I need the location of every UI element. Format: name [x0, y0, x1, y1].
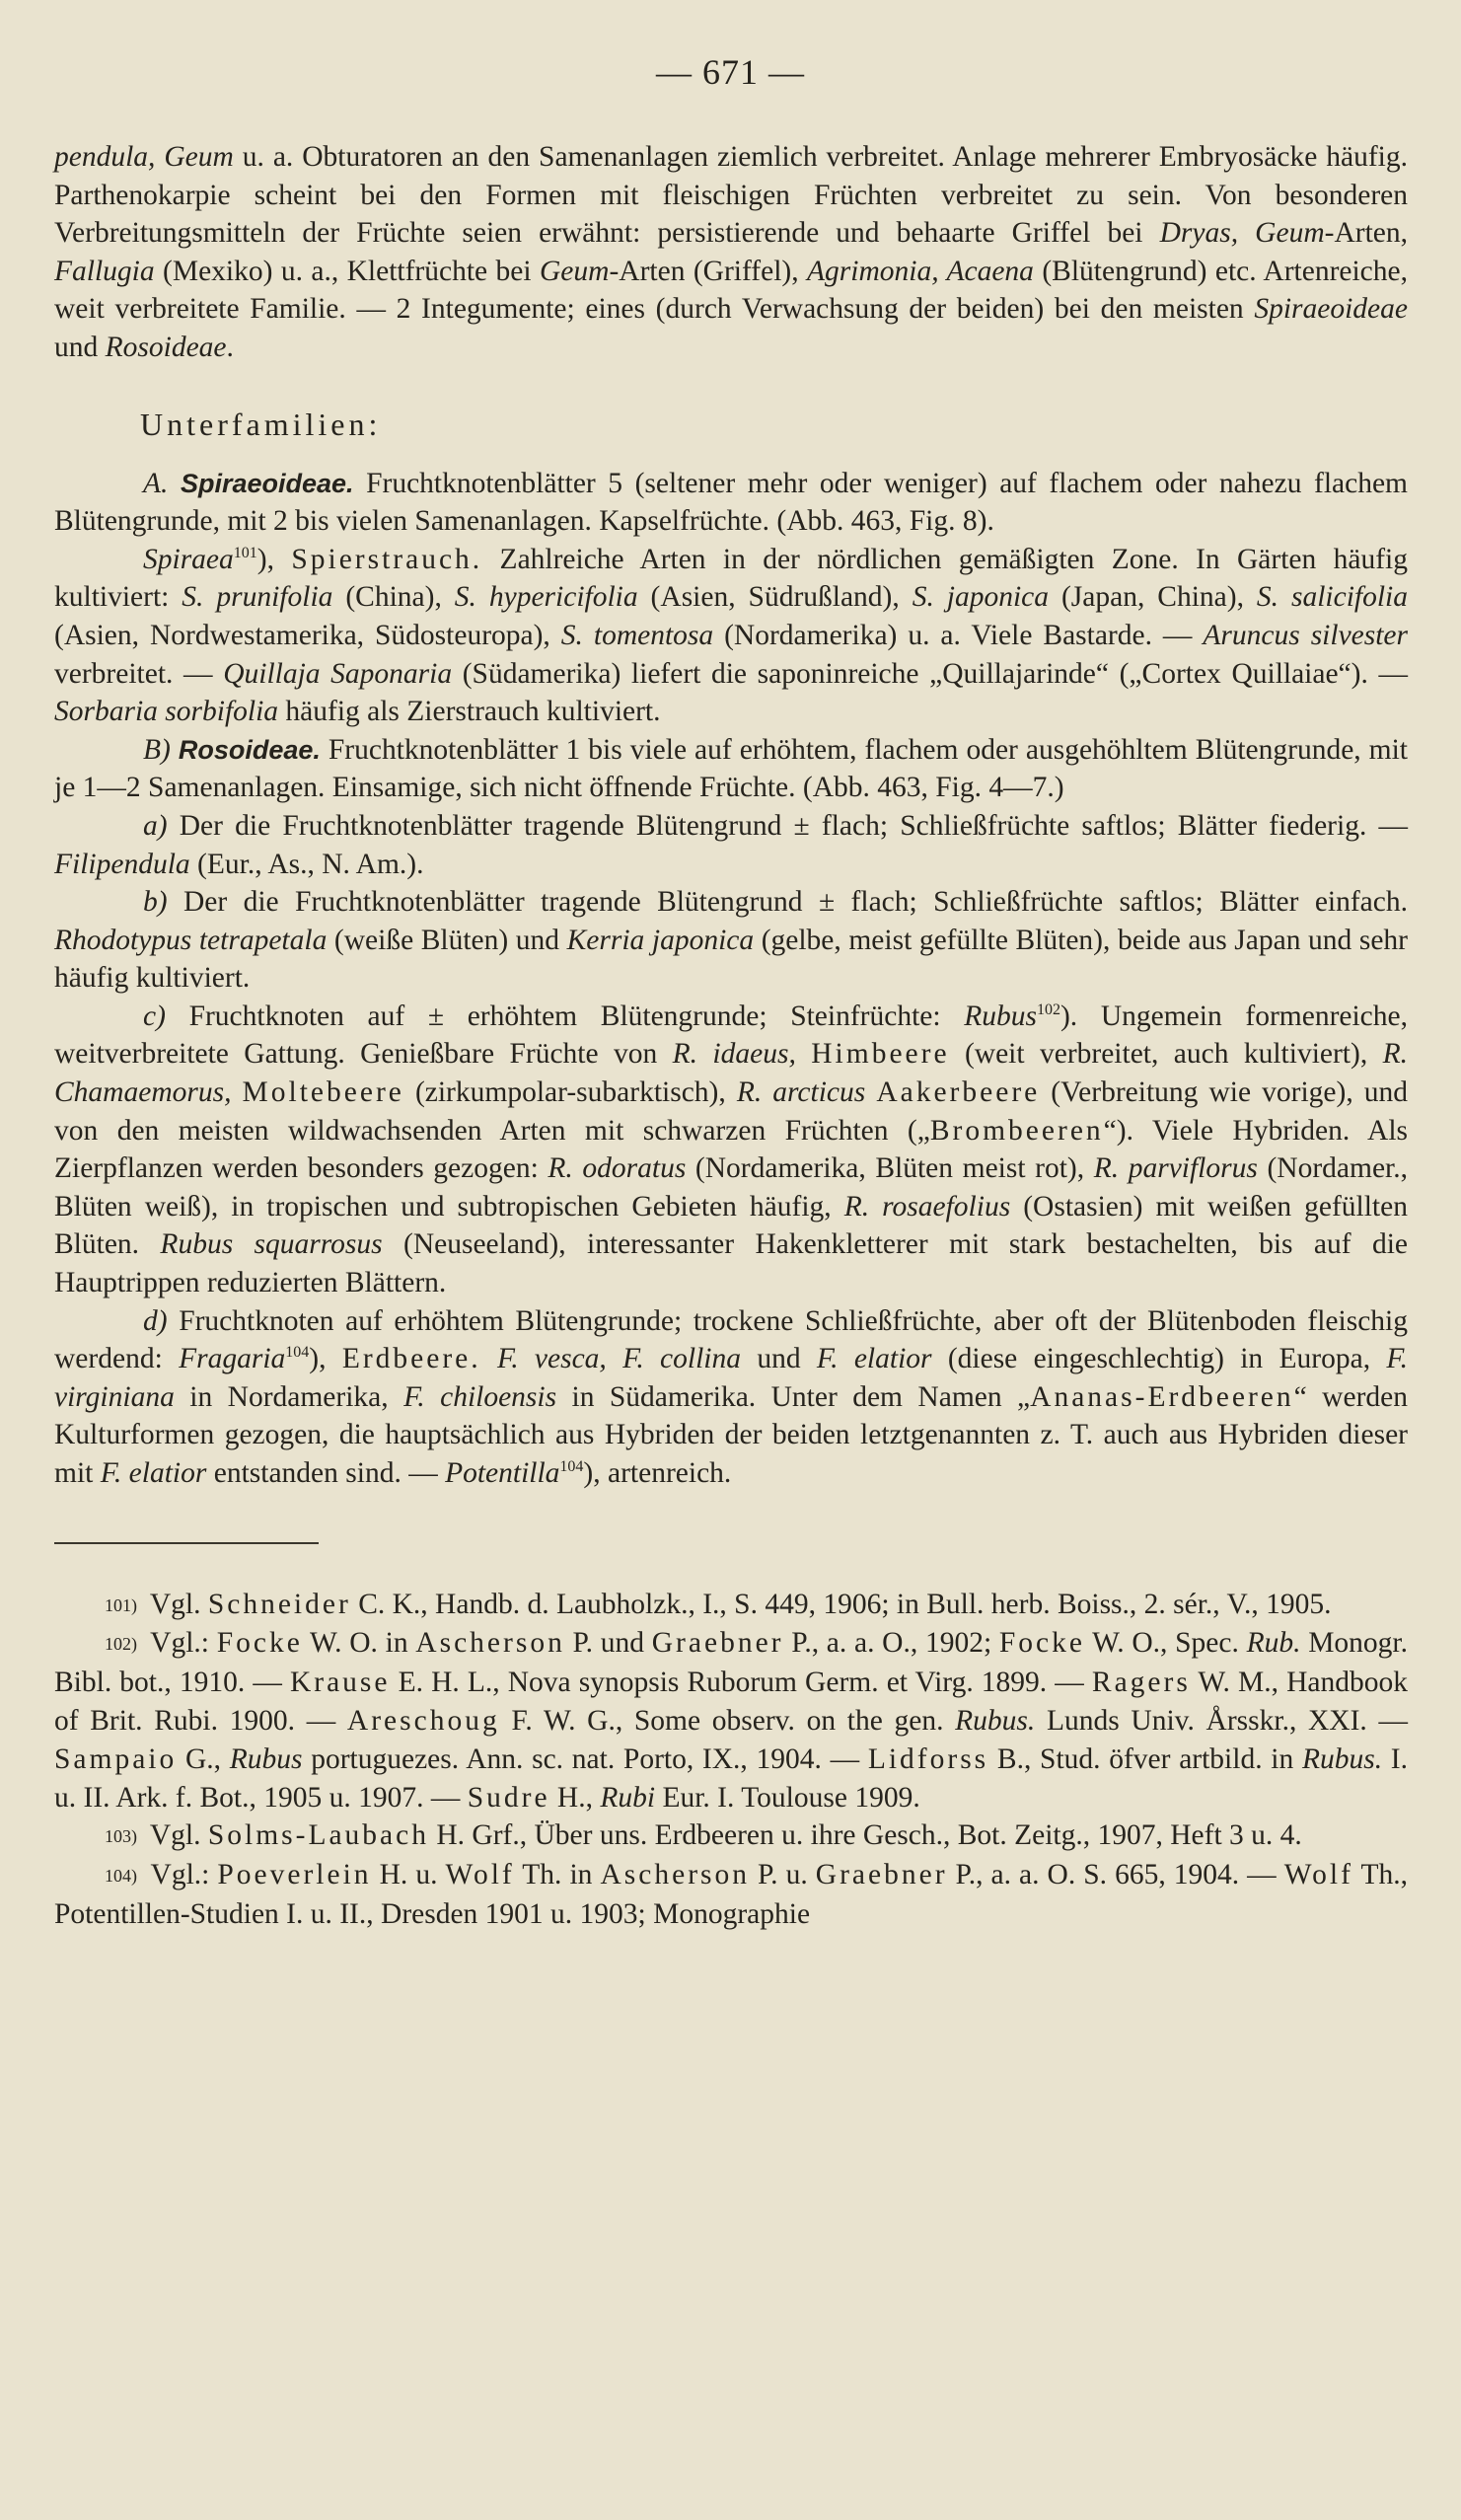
- footnote-104: 104) Vgl.: Poeverlein H. u. Wolf Th. in Ascherson P. u. Graebner P., a. a. O. S. 665, 1904. — Wolf Th., Potentillen-Studien I. u. II., Dresden 1901 u. 1903; Monographie: [54, 1859, 1409, 1930]
- subsection-b-paragraph: b) Der die Fruchtknotenblätter tragende Blütengrund ± flach; Schließfrüchte saftlos; Blätter einfach. Rhodotypus tetrapetala (weiße Blüten) und Kerria japonica (gelbe, meist gefüllte Blüten), beide aus Japan und sehr häufig kultiviert.: [54, 886, 1409, 995]
- spiraea-paragraph: Spiraea$^{101}$), Spierstrauch. Zahlreiche Arten in der nördlichen gemäßigten Zone. In Gärten häufig kultiviert: S. prunifolia (China), S. hypericifolia (Asien, Südrußland), S. japonica (Japan, China), S. salicifolia (Asien, Nordwestamerika, Südosteuropa), S. tomentosa (Nordamerika) u. a. Viele Bastarde. — Aruncus silvester verbreitet. — Quillaja Saponaria (Südamerika) liefert die saponinreiche „Quillajarinde“ („Cortex Quillaiae“). — Sorbaria sorbifolia häufig als Zierstrauch kultiviert.: [54, 543, 1409, 728]
- intro-paragraph: pendula, Geum u. a. Obturatoren an den Samenanlagen ziemlich verbreitet. Anlage mehrerer Embryosäcke häufig. Parthenokarpie scheint bei den Formen mit fleischigen Früchten verbreitet zu sein. Von besonderen Verbreitungsmitteln der Früchte seien erwähnt: persistierende und behaarte Griffel bei Dryas, Geum-Arten, Fallugia (Mexiko) u. a., Klettfrüchte bei Geum-Arten (Griffel), Agrimonia, Acaena (Blütengrund) etc. Artenreiche, weit verbreitete Familie. — 2 Integumente; eines (durch Verwachsung der beiden) bei den meisten Spiraeoideae und Rosoideae.: [54, 141, 1408, 363]
- subsection-a-paragraph: a) Der die Fruchtknotenblätter tragende Blütengrund ± flach; Schließfrüchte saftlos; Blätter fiederig. — Filipendula (Eur., As., N. Am.).: [54, 809, 1408, 880]
- section-heading: Unterfamilien:: [140, 406, 382, 442]
- footnote-101: 101) Vgl. Schneider C. K., Handb. d. Laubholzk., I., S. 449, 1906; in Bull. herb. Boiss., 2. sér., V., 1905.: [105, 1588, 1332, 1620]
- footnote-divider: [54, 1542, 319, 1544]
- subsection-c-paragraph: c) Fruchtknoten auf ± erhöhtem Blütengrunde; Steinfrüchte: Rubus$^{102}$). Ungemein formenreiche, weitverbreitete Gattung. Genießbare Früchte von R. idaeus, Himbeere (weit verbreitet, auch kultiviert), R. Chamaemorus, Moltebeere (zirkumpolar-subarktisch), R. arcticus Aakerbeere (Verbreitung wie vorige), und von den meisten wildwachsenden Arten mit schwarzen Früchten („Brombeeren“). Viele Hybriden. Als Zierpflanzen werden besonders gezogen: R. odoratus (Nordamerika, Blüten meist rot), R. parviflorus (Nordamer., Blüten weiß), in tropischen und subtropischen Gebieten häufig, R. rosaefolius (Ostasien) mit weißen gefüllten Blüten. Rubus squarrosus (Neuseeland), interessanter Hakenkletterer mit stark bestachelten, bis auf die Hauptrippen reduzierten Blättern.: [54, 1000, 1409, 1299]
- page-body: [54, 138, 1408, 1934]
- footnote-102: 102) Vgl.: Focke W. O. in Ascherson P. und Graebner P., a. a. O., 1902; Focke W. O., Spec. Rub. Monogr. Bibl. bot., 1910. — Krause E. H. L., Nova synopsis Ruborum Germ. et Virg. 1899. — Ragers W. M., Handbook of Brit. Rubi. 1900. — Areschoug F. W. G., Some observ. on the gen. Rubus. Lunds Univ. Årsskr., XXI. — Sampaio G., Rubus portuguezes. Ann. sc. nat. Porto, IX., 1904. — Lidforss B., Stud. öfver artbild. in Rubus. I. u. II. Ark. f. Bot., 1905 u. 1907. — Sudre H., Rubi Eur. I. Toulouse 1909.: [54, 1627, 1409, 1814]
- rosoideae-paragraph: B) Rosoideae. Fruchtknotenblätter 1 bis viele auf erhöhtem, flachem oder ausgehöhltem Blütengrunde, mit je 1—2 Samenanlagen. Einsamige, sich nicht öffnende Früchte. (Abb. 463, Fig. 4—7.): [54, 733, 1408, 804]
- spiraeoideae-paragraph: A. Spiraeoideae. Fruchtknotenblätter 5 (seltener mehr oder weniger) auf flachem oder nahezu flachem Blütengrunde, mit 2 bis vielen Samenanlagen. Kapselfrüchte. (Abb. 463, Fig. 8).: [54, 467, 1408, 538]
- subsection-d-paragraph: d) Fruchtknoten auf erhöhtem Blütengrunde; trockene Schließfrüchte, aber oft der Blütenboden fleischig werdend: Fragaria$^{104}$), Erdbeere. F. vesca, F. collina und F. elatior (diese eingeschlechtig) in Europa, F. virginiana in Nordamerika, F. chiloensis in Südamerika. Unter dem Namen „Ananas-Erdbeeren“ werden Kulturformen gezogen, die hauptsächlich aus Hybriden der beiden letztgenannten z. T. auch aus Hybriden dieser mit F. elatior entstanden sind. — Potentilla$^{104}$), artenreich.: [54, 1304, 1408, 1489]
- footnote-103: 103) Vgl. Solms-Laubach H. Grf., Über uns. Erdbeeren u. ihre Gesch., Bot. Zeitg., 1907, Heft 3 u. 4.: [105, 1819, 1302, 1852]
- page-number: — 671 —: [656, 52, 805, 92]
